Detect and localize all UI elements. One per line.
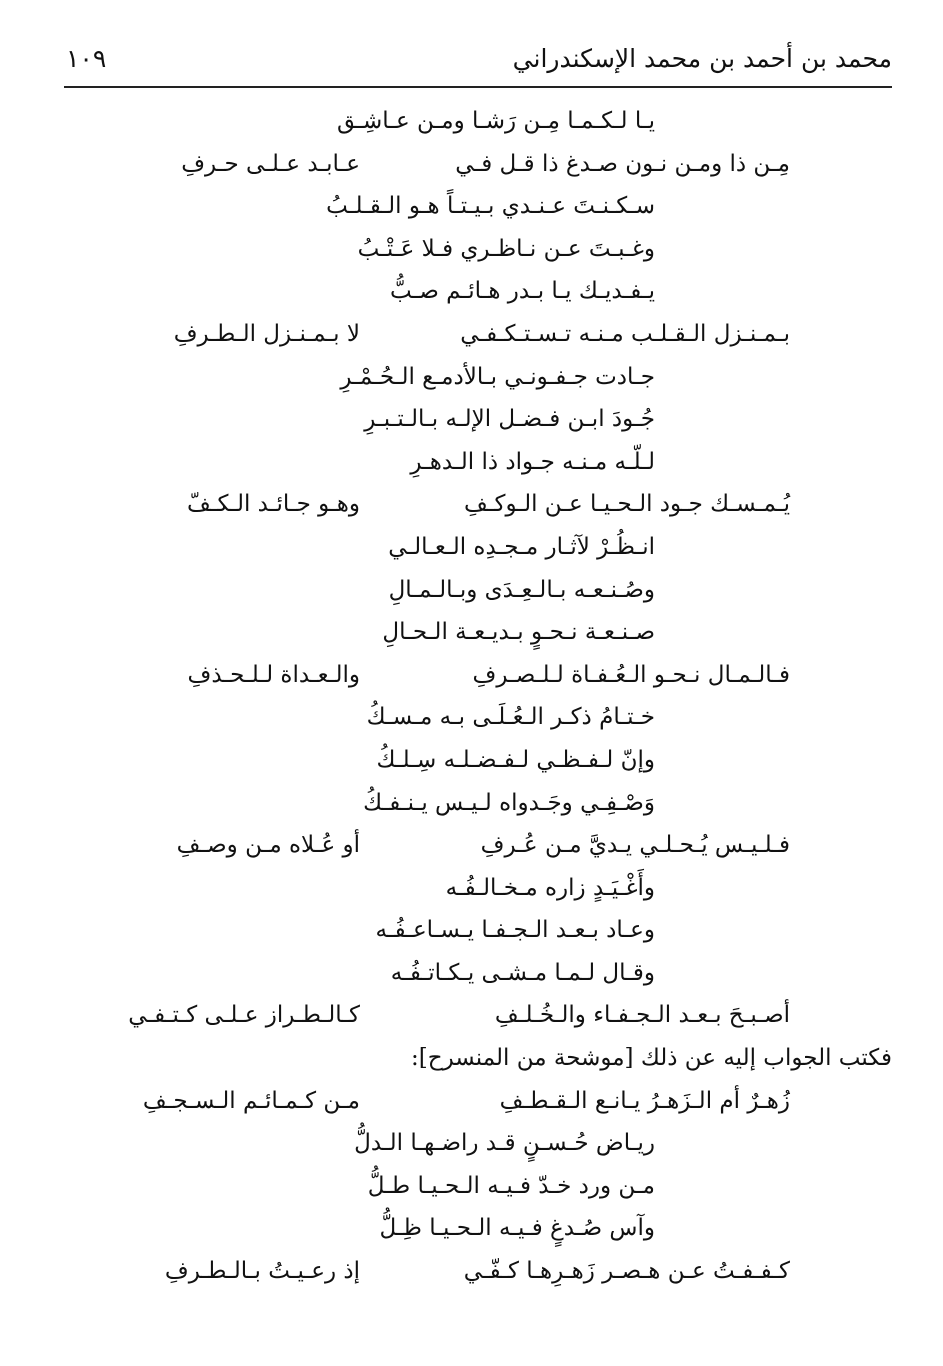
stanza-line (0, 573, 943, 616)
header-divider (64, 86, 892, 88)
poem-body (0, 104, 943, 1297)
stanza-line (0, 786, 943, 829)
stanza-line (0, 615, 943, 658)
first-hemistich: زُهـرٌ أم الـزَهـرُ يـانـع الـقـطـفِ (499, 1087, 790, 1114)
stanza-text: خـتـامُ ذكـر الـعُـلَـى بـه مـسـكُ (366, 704, 655, 731)
stanza-text: انـظُـرْ لآثـار مـجـدِه الـعـالـي (388, 533, 655, 560)
second-hemistich: والـعـداة لـلـحـذفِ (187, 661, 360, 688)
stanza-line (0, 530, 943, 573)
stanza-line (0, 104, 943, 147)
first-hemistich: مِـن ذا ومـن نـون صـدغ ذا قـل فـي (455, 150, 790, 177)
stanza-line (0, 445, 943, 488)
stanza-text: وغـبـتَ عـن نـاظـري فـلا عَـتْـبُ (357, 235, 655, 262)
first-hemistich: كـفـفـتُ عـن هـصـر زَهـرِهـا كـفّـي (463, 1258, 790, 1285)
stanza-text: وصُـنـعـه بـالـعِـدَى وبـالـمـالِ (388, 576, 655, 603)
verse-line (0, 828, 943, 871)
stanza-text: جـادت جـفـونـي بـالأدمـع الـحُـمْـرِ (340, 363, 655, 390)
stanza-line (0, 743, 943, 786)
verse-line (0, 1254, 943, 1297)
second-hemistich: كـالـطـراز عـلـى كـتـفـي (128, 1002, 360, 1029)
first-hemistich: فـلـيـس يُـحـلـي يـديَّ مـن عُـرفِ (480, 832, 790, 859)
stanza-text: يـفـديـك يـا بـدر هـائـم صـبُّ (390, 278, 655, 305)
stanza-text: لـلّـه مـنـه جـواد ذا الـدهـرِ (410, 448, 655, 475)
verse-line (0, 487, 943, 530)
verse-line (0, 1084, 943, 1127)
stanza-line (0, 360, 943, 403)
verse-line (0, 998, 943, 1041)
second-hemistich: لا بـمـنـزل الـطـرفِ (173, 320, 360, 347)
stanza-line (0, 1126, 943, 1169)
first-hemistich: أصـبـحَ بـعـد الـجـفـاء والـخُـلـفِ (494, 1002, 790, 1029)
stanza-text: صـنـعـة نـحـوٍ بـديـعـة الـحـالِ (382, 619, 655, 646)
stanza-text: وإنّ لـفـظـي لـفـضـلـه سِـلـكُ (376, 746, 655, 773)
verse-line (0, 317, 943, 360)
stanza-line (0, 1169, 943, 1212)
stanza-text: وَصْـفِـي وجَـدواه لـيـس يـنـفـكُ (363, 789, 655, 816)
running-title: محمد بن أحمد بن محمد الإسكندراني (512, 44, 892, 73)
stanza-line (0, 232, 943, 275)
stanza-text: وآس صُـدغٍ فـيـه الـحـيـا ظِـلُّ (379, 1215, 655, 1242)
stanza-line (0, 871, 943, 914)
second-hemistich: مـن كـمـائـم الـسـجـفِ (142, 1087, 360, 1114)
second-hemistich: أو عُـلاه مـن وصـفِ (176, 832, 360, 859)
page-header (62, 38, 892, 82)
stanza-text: وعـاد بـعـد الـجـفـا يـسـاعـفُـه (375, 917, 655, 944)
stanza-text: سـكـنـتَ عـنـدي بـيـتـاً هـو الـقـلـبُ (326, 193, 655, 220)
stanza-line (0, 956, 943, 999)
second-hemistich: وهـو جـائـد الـكـفّ (186, 491, 360, 518)
first-hemistich: يُـمـسـك جـود الـحـيـا عـن الـوكـفِ (463, 491, 790, 518)
prose-text: فكتب الجواب إليه عن ذلك [موشحة من المنسرح]: (411, 1045, 892, 1072)
verse-line (0, 147, 943, 190)
stanza-text: جُـودَ ابـن فـضـل الإلـه بـالـتـبـرِ (364, 406, 655, 433)
second-hemistich: عـابـد عـلـى حـرفِ (181, 150, 360, 177)
stanza-line (0, 700, 943, 743)
stanza-line (0, 274, 943, 317)
stanza-text: وأَغْـيَـدٍ زاره مـخـالـفُـه (445, 874, 655, 901)
stanza-line (0, 189, 943, 232)
stanza-text: يـا لـكـمـا مِـن رَشـا ومـن عـاشِـق (337, 108, 655, 134)
page-number: ١٠٩ (66, 44, 107, 73)
verse-line (0, 658, 943, 701)
first-hemistich: فـالـمـال نـحـو الـعُـفـاة لـلـصـرفِ (472, 661, 790, 688)
first-hemistich: بـمـنـزل الـقـلـب مـنـه تـسـتـكـفـي (460, 320, 790, 347)
stanza-line (0, 402, 943, 445)
stanza-line (0, 1211, 943, 1254)
prose-line (0, 1041, 943, 1084)
stanza-text: وقـال لـمـا مـشـى يـكـاتـفُـه (390, 959, 655, 986)
stanza-line (0, 913, 943, 956)
second-hemistich: إذ رعـيـتُ بـالـطـرفِ (164, 1258, 360, 1285)
stanza-text: ريـاض حُـسـنٍ قـد راضـهـا الـدلُّ (354, 1130, 655, 1157)
stanza-text: مـن ورد خـدّ فـيـه الـحـيـا طـلُّ (367, 1172, 655, 1199)
